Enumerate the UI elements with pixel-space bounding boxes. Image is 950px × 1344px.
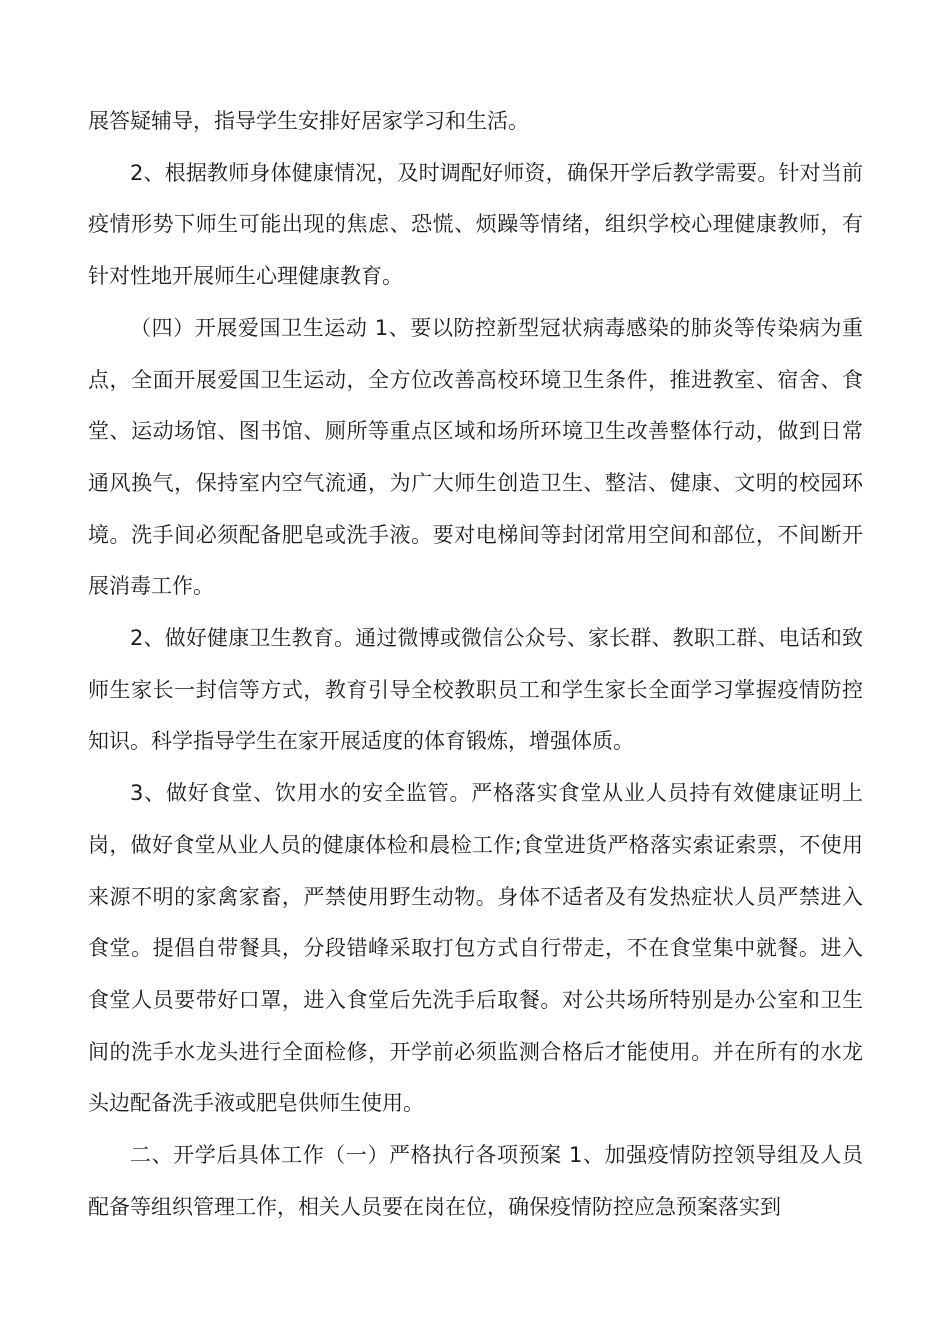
paragraph-after-school-start: 二、开学后具体工作（一）严格执行各项预案 1、加强疫情防控领导组及人员配备等组织管理工作，相关人员要在岗在位，确保疫情防控应急预案落实到 bbox=[88, 1143, 863, 1219]
paragraph-teacher-health: 2、根据教师身体健康情况，及时调配好师资，确保开学后教学需要。针对当前疫情形势下师生可能出现的焦虑、恐慌、烦躁等情绪，组织学校心理健康教师，有针对性地开展师生心理健康教育。 bbox=[88, 160, 863, 289]
paragraph-canteen-safety: 3、做好食堂、饮用水的安全监管。严格落实食堂从业人员持有效健康证明上岗，做好食堂从业人员的健康体检和晨检工作;食堂进货严格落实索证索票，不使用来源不明的家禽家畜，严禁使用野生动物。身体不适者及有发热症状人员严禁进入食堂。提倡自带餐具，分段错峰采取打包方式自行带走，不在食堂集中就餐。进入食堂人员要带好口罩，进入食堂后先洗手后取餐。对公共场所特别是办公室和卫生间的洗手水龙头进行全面检修，开学前必须监测合格后才能使用。并在所有的水龙头边配备洗手液或肥皂供师生使用。 bbox=[88, 781, 863, 1116]
paragraph-continuation: 展答疑辅导，指导学生安排好居家学习和生活。 bbox=[88, 109, 529, 133]
paragraph-patriotic-hygiene: （四）开展爱国卫生运动 1、要以防控新型冠状病毒感染的肺炎等传染病为重点，全面开展爱国卫生运动，全方位改善高校环境卫生条件，推进教室、宿舍、食堂、运动场馆、图书馆、厕所等重点区域和场所环境卫生改善整体行动，做到日常通风换气，保持室内空气流通，为广大师生创造卫生、整洁、健康、文明的校园环境。洗手间必须配备肥皂或洗手液。要对电梯间等封闭常用空间和部位，不间断开展消毒工作。 bbox=[88, 315, 863, 599]
paragraph-health-education: 2、做好健康卫生教育。通过微博或微信公众号、家长群、教职工群、电话和致师生家长一封信等方式，教育引导全校教职员工和学生家长全面学习掌握疫情防控知识。科学指导学生在家开展适度的体育锻炼，增强体质。 bbox=[88, 626, 863, 754]
document-body bbox=[88, 96, 863, 1233]
